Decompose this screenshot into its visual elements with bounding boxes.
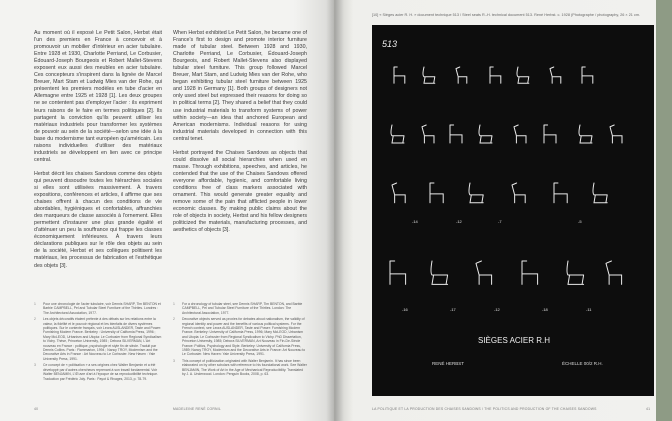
- footnote-number: 3: [34, 363, 36, 368]
- chair-sketch: [517, 67, 529, 83]
- chair-outline: [422, 125, 434, 143]
- chair-number: -11: [586, 307, 592, 312]
- footnote-text: This concept of politicization originated with Walter Benjamin. It has since been elaborated on by other scholars with reference to his foundational work. See Walter BENJAMIN, The Work of Art in the Age of Mechanical Reproducibility. Translated by J. A. Underwood. London: Penguin Books, 2008, p. 63.: [182, 358, 307, 377]
- chair-outline: [390, 261, 406, 284]
- footnote: [34, 302, 162, 315]
- chair-outline: [479, 125, 492, 143]
- footnote: [34, 363, 162, 381]
- technical-document-photo: [372, 25, 654, 396]
- chair-sketch: [422, 125, 434, 143]
- footnote: [173, 317, 307, 357]
- chair-outline: [517, 67, 529, 83]
- chair-sketch: [476, 261, 492, 284]
- english-text-column: [173, 30, 307, 241]
- chair-sketches: [390, 67, 622, 284]
- chair-number: -12: [456, 219, 462, 224]
- chair-sketch: [593, 183, 607, 203]
- paragraph: When Herbst exhibited Le Petit Salon, he became one of France's first to design and promote interior furniture made of tubular steel. Between 1928 and 1930, Charlotte Perriand, Le Corbusier, Édouard-Joseph Bourgeois, and Robert Mallet-Stevens also displayed tubular steel furniture. This group followed Marcel Breuer, Mart Stam, and Ludwig Mies van der Rohe, who began exhibiting tubular steel furniture between 1925 and 1928 in Germany [1]. Both groups of designers not only used steel but expressed their reasons for doing so in political terms [2]. They shared a belief that they could use industrial materials to transform systems of power within society—an idea that anchored European and American modernisms. Individual reasons for using industrial materials developed in connection with this central tenet.: [173, 30, 307, 142]
- scale-note: ÉCHELLE 00/2 R.H.: [562, 361, 603, 366]
- chair-number: -16: [402, 307, 408, 312]
- chair-number: -5: [578, 219, 582, 224]
- chair-outline: [522, 261, 538, 284]
- chair-sketch: [490, 67, 501, 83]
- chair-number-labels: [402, 219, 592, 312]
- footnote-text: For a chronology of tubular steel, see Dennis SHARP, Tim BENTON, and Barbie CAMPBELL, Pel and Tubular Steel Furniture of the Thirties. London: The Architectural Association, 1977.: [182, 302, 303, 315]
- document-number: 513: [382, 39, 398, 49]
- document-title: SIÈGES ACIER R.H: [478, 336, 551, 345]
- chair-sketch: [391, 125, 404, 143]
- chair-outline: [544, 125, 556, 143]
- chair-sketch: [479, 125, 492, 143]
- chair-sketch: [392, 183, 405, 203]
- chair-sketch: [394, 67, 405, 83]
- running-head-right: LA POLITIQUE ET LA PRODUCTION DES CHAISES SANDOWS / THE POLITICS AND PRODUCTION OF THE CHAISES SANDOWS: [372, 407, 597, 411]
- chair-sketch: [610, 125, 622, 143]
- running-head-left: MADELEINE RENÉ CORNIL: [173, 407, 221, 411]
- chair-number: -7: [498, 219, 502, 224]
- footnote: [173, 359, 307, 377]
- chair-outline: [476, 261, 492, 284]
- chair-outline: [567, 261, 584, 284]
- chair-outline: [431, 261, 448, 284]
- chair-number: -12: [494, 307, 500, 312]
- chair-outline: [456, 67, 467, 83]
- chair-sketch: [390, 261, 406, 284]
- chair-sketch: [512, 183, 525, 203]
- chair-drawings-sheet: [372, 25, 654, 396]
- chair-outline: [514, 125, 526, 143]
- left-page: [0, 0, 334, 421]
- chair-outline: [593, 183, 607, 203]
- chair-sketch: [554, 183, 567, 203]
- designer-signature: RENÉ HERBST: [432, 361, 465, 366]
- chair-sketch: [550, 67, 561, 83]
- footnote: [173, 302, 307, 315]
- chair-sketch: [450, 125, 462, 143]
- chair-outline: [392, 183, 405, 203]
- chair-sketch: [522, 261, 538, 284]
- footnotes-english: [173, 302, 307, 379]
- chair-outline: [579, 125, 592, 143]
- chair-number: -18: [542, 307, 548, 312]
- chair-number: -14: [412, 219, 418, 224]
- chair-outline: [450, 125, 462, 143]
- page-number-left: 40: [34, 407, 39, 411]
- chair-sketch: [606, 261, 622, 284]
- chair-outline: [430, 183, 443, 203]
- footnote-text: Decorative objects served as proxies for debates about nationalism, the validity of regional identity and power and the benefits of various political systems. For the French context, see Leora AUSLANDER, Taste and Power: Furnishing Modern France. Berkeley: University of California Press, 1996; Mary McLEOD, Urbanism and Utopia: Le Corbusier from Regional Syndicalism to Vichy. PhD Dissertation, Princeton University, 1985; Debora SILVERMAN, Art Nouveau in Fin-De-Siècle France: Politics, Psychology and Style. Berkeley: University of California Press, 1989; Nancy TROY, Modernism and the Decorative Arts in France: Art Nouveau to Le Corbusier. New Haven: Yale University Press, 1991.: [182, 317, 306, 357]
- footnote-number: 2: [173, 317, 175, 322]
- chair-sketch: [579, 125, 592, 143]
- chair-outline: [610, 125, 622, 143]
- book-gutter: [326, 0, 344, 421]
- paragraph: Au moment où il exposé Le Petit Salon, Herbst était l'un des premiers en France à concevoir et à promouvoir un mobilier d'intérieur en acier tubulaire. Entre 1928 et 1930, Charlotte Perriand, Le Corbusier, Édouard-Joseph Bourgeois et Robert Mallet-Stevens exposent eux aussi des meubles en acier tubulaire. Ces concepteurs s'inspirent dans la lignée de Marcel Breuer, Mart Stam et Ludwig Mies van der Rohe, qui présentent les premiers modèles en tube d'acier en Allemagne entre 1925 et 1928 [1]. Les deux groupes ne se contentent pas d'employer l'acier : ils expriment leurs raisons de le faire en termes politiques [2]. Ils partagent la conviction qu'ils peuvent utiliser les matériaux industriels pour transformer les systèmes de pouvoir au sein de la société—selon une idée à la base du modernisme tant européen qu'américain. Les raisons individuelles d'utiliser des matériaux industriels se développent en lien avec ce principe central.: [34, 30, 162, 163]
- chair-sketch: [430, 183, 443, 203]
- footnote-number: 1: [173, 302, 175, 306]
- chair-sketch: [431, 261, 448, 284]
- french-text-column: [34, 30, 162, 277]
- chair-sketch: [469, 183, 483, 203]
- footnote: [34, 317, 162, 361]
- figure-caption: [10] « Sièges acier R. H. » document technique 513 / Steel seats R.-H. technical document 513. René Herbst. c. 1928 (Photographe / photography, 26 × 21 cm.: [372, 13, 641, 17]
- chair-outline: [582, 67, 593, 83]
- chair-sketch: [567, 261, 584, 284]
- footnote-text: Les objets décoratifs étaient prétexte à des débats sur les relations entre la valeur, la fidélité et le pouvoir régional et les bienfaits de divers systèmes politiques. Sur le contexte français, voir Leora AUSLANDER, Taste and Power: Furnishing Modern France. Berkeley : University of California Press, 1996 ; Mary McLEOD, Urbanism and Utopia: Le Corbusier from Regional Syndicalism to Vichy. Thèse, Princeton University, 1985 ; Debora SILVERMAN, L'Art nouveau en France : politique, psychologie et style fin de siècle. Traduit par Dennis Collins. Paris : Flammarion, 1994 ; Nancy TROY, Modernism and the Decorative Arts in France : Art Nouveau to Le Corbusier. New Haven : Yale University Press, 1991.: [43, 317, 162, 361]
- footnote-text: Pour une chronologie de l'acier tubulaire, voir Dennis SHARP, Tim BENTON et Barbie CAMPBELL, Pel and Tubular Steel Furniture of the Thirties. Londres : The Architectural Association, 1977.: [43, 302, 161, 315]
- paragraph: Herbst portrayed the Chaises Sandows as objects that could dissolve all social hierarchies when used en masse. Through exhibitions, speeches, and articles, he contended that the use of the Chaises Sandows offered everyone affordable, hygienic, and comfortable living conditions free of class markers associated with ornament. This would generate greater equality and remove some of the pain that afflicted people in lower economic classes. By making public claims about the role of objects in society, Herbst and his fellow designers politicized the materials, manufacturing processes, and aesthetics of objects [3].: [173, 149, 307, 234]
- chair-outline: [512, 183, 525, 203]
- chair-number: -17: [450, 307, 456, 312]
- chair-outline: [606, 261, 622, 284]
- chair-sketch: [544, 125, 556, 143]
- footnote-number: 2: [34, 317, 36, 322]
- chair-sketch: [582, 67, 593, 83]
- footnote-text: Ce concept de « politisation » a ses origines chez Walter Benjamin et a été développé par d'autres chercheurs reprenant à son travail fondamental. Voir Walter BENJAMIN, L'Œuvre d'art à l'époque de sa reproductibilité technique. Traduction par Frédéric Joly. Paris : Payot & Rivages, 2013, p. 78-79.: [43, 363, 158, 381]
- chair-outline: [550, 67, 561, 83]
- paragraph: Herbst décrit les chaises Sandows comme des objets qui peuvent dissoudre toutes les hiérarchies sociales si elles sont utilisées massivement. À travers expositions, conférences et articles, il affirme que ses chaises offrent à chacun des conditions de vie abordables, hygiéniques et confortables, affranchies des marqueurs de classe associés à l'ornement. Elles permettent d'instaurer une plus grande égalité et d'atténuer un peu la souffrance qui frappe les classes économiquement inférieures. À travers leurs déclarations publiques sur le rôle des objets au sein de la société, Herbst et ses collègues politisent les matériaux, les processus de fabrication et l'esthétique des objets [3].: [34, 170, 162, 269]
- footnote-number: 1: [34, 302, 36, 306]
- page-number-right: 41: [646, 407, 651, 411]
- footnote-number: 3: [173, 358, 175, 363]
- chair-sketch: [423, 67, 435, 83]
- chair-outline: [469, 183, 483, 203]
- chair-outline: [391, 125, 404, 143]
- chair-outline: [554, 183, 567, 203]
- chair-outline: [423, 67, 435, 83]
- chair-sketch: [514, 125, 526, 143]
- footnotes-french: [34, 302, 162, 383]
- chair-sketch: [456, 67, 467, 83]
- chair-outline: [394, 67, 405, 83]
- chair-outline: [490, 67, 501, 83]
